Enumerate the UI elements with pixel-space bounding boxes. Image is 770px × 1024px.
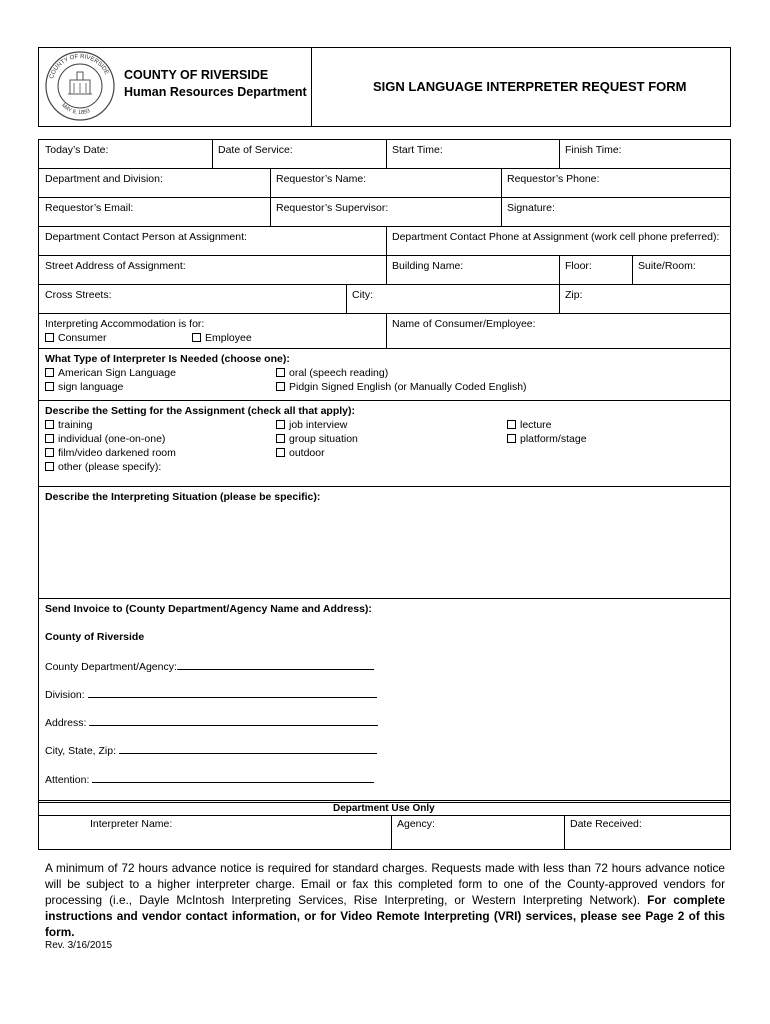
notice-paragraph [45, 860, 725, 940]
org-name: COUNTY OF RIVERSIDE [124, 68, 269, 82]
checkbox[interactable] [45, 434, 54, 443]
checkbox[interactable] [276, 368, 285, 377]
asl-option[interactable]: American Sign Language [45, 367, 176, 379]
checkbox[interactable] [45, 462, 54, 471]
invoice-dept-agency-field[interactable]: County Department/Agency: [45, 659, 374, 673]
sign-language-option[interactable]: sign language [45, 381, 123, 393]
row-line [38, 598, 731, 599]
col-line [386, 139, 387, 168]
date-received-field[interactable]: Date Received: [570, 818, 642, 830]
svg-text:MAY 9, 1893: MAY 9, 1893 [60, 102, 91, 117]
city-field[interactable]: City: [352, 289, 373, 301]
street-address-field[interactable]: Street Address of Assignment: [45, 260, 186, 272]
interpreter-name-field[interactable]: Interpreter Name: [90, 818, 173, 830]
county-seal-icon [44, 50, 116, 122]
contact-person-field[interactable]: Department Contact Person at Assignment: [45, 231, 247, 243]
film-option[interactable]: film/video darkened room [45, 447, 176, 459]
col-line [386, 313, 387, 348]
lecture-option[interactable]: lecture [507, 419, 552, 431]
invoice-address-field[interactable]: Address: [45, 715, 378, 729]
floor-field[interactable]: Floor: [565, 260, 592, 272]
invoice-heading: Send Invoice to (County Department/Agency Name and Address): [45, 603, 372, 615]
group-option[interactable]: group situation [276, 433, 358, 445]
requestor-phone-field[interactable]: Requestor’s Phone: [507, 173, 600, 185]
col-line [346, 284, 347, 313]
col-line [632, 255, 633, 284]
row-line [38, 400, 731, 401]
row-line [38, 348, 731, 349]
job-interview-option[interactable]: job interview [276, 419, 347, 431]
outdoor-option[interactable]: outdoor [276, 447, 325, 459]
suite-room-field[interactable]: Suite/Room: [638, 260, 696, 272]
col-line [559, 139, 560, 168]
row-line [38, 226, 731, 227]
checkbox[interactable] [276, 420, 285, 429]
invoice-city-state-zip-field[interactable]: City, State, Zip: [45, 743, 377, 757]
oral-option[interactable]: oral (speech reading) [276, 367, 388, 379]
department-division-field[interactable]: Department and Division: [45, 173, 163, 185]
form-title: SIGN LANGUAGE INTERPRETER REQUEST FORM [373, 79, 687, 94]
col-line [391, 815, 392, 850]
checkbox[interactable] [45, 382, 54, 391]
col-line [564, 815, 565, 850]
notice-text: A minimum of 72 hours advance notice is required for standard charges. Requests made with less than 72 hours advance notice will be subject to a higher interpreter charge. Email or fax this completed form to one of the County-approved vendors for processing (i.e., Dayle McIntosh Interpreting Services, Rise Interpreting, or Western Interpreting Network). [45, 861, 725, 907]
checkbox[interactable] [276, 434, 285, 443]
checkbox[interactable] [276, 382, 285, 391]
row-line [38, 168, 731, 169]
row-line [38, 284, 731, 285]
row-line [38, 486, 731, 487]
row-line [38, 815, 731, 816]
col-line [501, 168, 502, 226]
col-line [270, 168, 271, 226]
cross-streets-field[interactable]: Cross Streets: [45, 289, 112, 301]
signature-field[interactable]: Signature: [507, 202, 555, 214]
zip-field[interactable]: Zip: [565, 289, 583, 301]
col-line [559, 255, 560, 313]
header-divider [311, 47, 312, 127]
training-option[interactable]: training [45, 419, 92, 431]
employee-option[interactable]: Employee [192, 332, 252, 344]
date-of-service-field[interactable]: Date of Service: [218, 144, 293, 156]
finish-time-field[interactable]: Finish Time: [565, 144, 622, 156]
invoice-attention-field[interactable]: Attention: [45, 772, 374, 786]
invoice-county: County of Riverside [45, 631, 145, 643]
invoice-division-field[interactable]: Division: [45, 687, 377, 701]
todays-date-field[interactable]: Today’s Date: [45, 144, 109, 156]
interpreter-type-heading: What Type of Interpreter Is Needed (choose one): [45, 353, 290, 365]
individual-option[interactable]: individual (one-on-one) [45, 433, 165, 445]
row-line [38, 313, 731, 314]
start-time-field[interactable]: Start Time: [392, 144, 443, 156]
platform-option[interactable]: platform/stage [507, 433, 587, 445]
accommodation-label: Interpreting Accommodation is for: [45, 318, 205, 330]
col-line [212, 139, 213, 168]
row-line [38, 255, 731, 256]
agency-field[interactable]: Agency: [397, 818, 435, 830]
situation-textarea[interactable] [40, 506, 729, 596]
checkbox[interactable] [507, 420, 516, 429]
requestor-supervisor-field[interactable]: Requestor’s Supervisor: [276, 202, 389, 214]
checkbox[interactable] [276, 448, 285, 457]
other-option[interactable]: other (please specify): [45, 461, 161, 473]
checkbox[interactable] [507, 434, 516, 443]
checkbox[interactable] [45, 368, 54, 377]
dept-use-heading: Department Use Only [333, 803, 435, 814]
checkbox[interactable] [192, 333, 201, 342]
checkbox[interactable] [45, 420, 54, 429]
revision-label: Rev. 3/16/2015 [45, 940, 113, 951]
col-line [386, 226, 387, 284]
requestor-email-field[interactable]: Requestor’s Email: [45, 202, 134, 214]
consumer-employee-name-field[interactable]: Name of Consumer/Employee: [392, 318, 536, 330]
notice-bold-text: For complete instructions and vendor contact information, or for Video Remote Interpreting (VRI) services, please see Page 2 of this form. [45, 893, 726, 939]
dept-name: Human Resources Department [124, 85, 307, 99]
building-name-field[interactable]: Building Name: [392, 260, 464, 272]
consumer-option[interactable]: Consumer [45, 332, 106, 344]
row-line [38, 197, 731, 198]
requestor-name-field[interactable]: Requestor’s Name: [276, 173, 367, 185]
svg-text:COUNTY OF RIVERSIDE: COUNTY OF RIVERSIDE [49, 53, 110, 80]
pidgin-option[interactable]: Pidgin Signed English (or Manually Coded English) [276, 381, 527, 393]
contact-phone-field[interactable]: Department Contact Phone at Assignment (work cell phone preferred): [392, 231, 720, 243]
situation-heading: Describe the Interpreting Situation (please be specific): [45, 491, 321, 503]
checkbox[interactable] [45, 333, 54, 342]
setting-heading: Describe the Setting for the Assignment (check all that apply): [45, 405, 356, 417]
checkbox[interactable] [45, 448, 54, 457]
